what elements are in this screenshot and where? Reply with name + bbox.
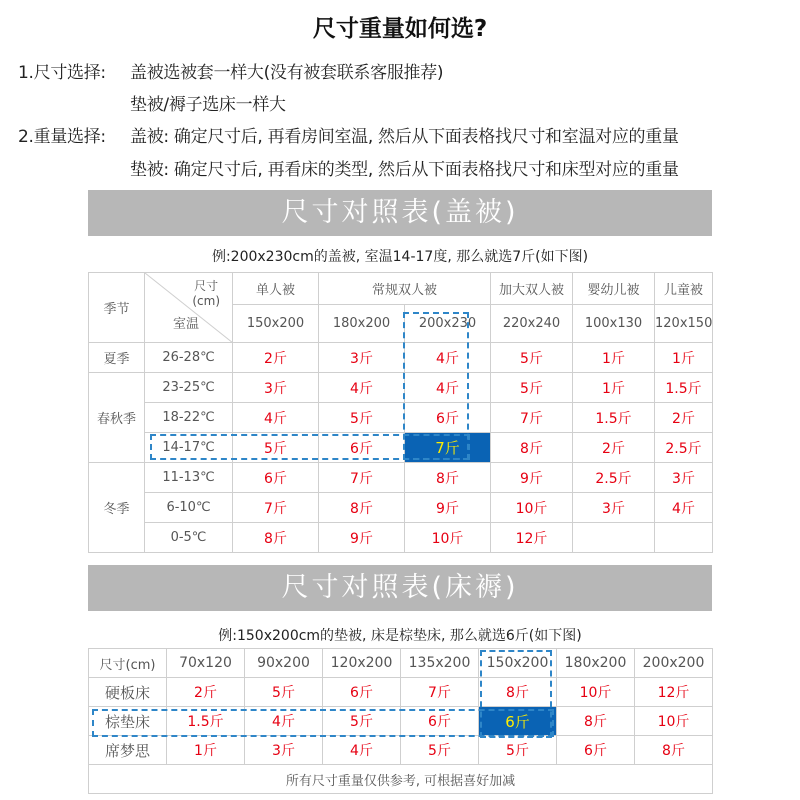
intro-size-line-2 bbox=[18, 90, 286, 115]
table-row bbox=[89, 736, 713, 765]
weight-cell: 4斤 bbox=[323, 736, 401, 765]
temp-cell: 18-22℃ bbox=[145, 403, 233, 433]
weight-cell: 5斤 bbox=[233, 433, 319, 463]
weight-cell: 5斤 bbox=[245, 678, 323, 707]
temp-label: 室温 bbox=[173, 317, 200, 332]
weight-cell: 2斤 bbox=[233, 343, 319, 373]
size-cell: 70x120 bbox=[167, 649, 245, 678]
size-selection-text-1: 盖被选被套一样大(没有被套联系客服推荐) bbox=[130, 63, 444, 83]
quilt-size-table bbox=[88, 272, 713, 553]
page-title: 尺寸重量如何选? bbox=[312, 16, 488, 42]
weight-cell: 4斤 bbox=[245, 707, 323, 736]
mattress-footer-note: 所有尺寸重量仅供参考, 可根据喜好加减 bbox=[89, 765, 713, 794]
weight-cell bbox=[655, 523, 713, 553]
size-cell: 90x200 bbox=[245, 649, 323, 678]
cm-label: (cm) bbox=[192, 294, 220, 308]
weight-cell: 8斤 bbox=[479, 678, 557, 707]
weight-selection-text-1: 盖被: 确定尺寸后, 再看房间室温, 然后从下面表格找尺寸和室温对应的重量 bbox=[130, 127, 679, 147]
size-cell: 100x130 bbox=[573, 305, 655, 343]
size-cell: 120x200 bbox=[323, 649, 401, 678]
weight-cell: 3斤 bbox=[573, 493, 655, 523]
weight-cell: 5斤 bbox=[323, 707, 401, 736]
weight-cell: 9斤 bbox=[319, 523, 405, 553]
bed-type-cell: 棕垫床 bbox=[89, 707, 167, 736]
size-cell: 150x200 bbox=[233, 305, 319, 343]
weight-cell: 9斤 bbox=[405, 493, 491, 523]
weight-cell: 4斤 bbox=[405, 373, 491, 403]
quilt-example: 例:200x230cm的盖被, 室温14-17度, 那么就选7斤(如下图) bbox=[211, 249, 589, 265]
type-child: 儿童被 bbox=[655, 273, 713, 305]
weight-cell: 8斤 bbox=[491, 433, 573, 463]
weight-cell: 7斤 bbox=[319, 463, 405, 493]
table-row bbox=[89, 343, 713, 373]
weight-cell: 1斤 bbox=[573, 343, 655, 373]
intro-size-line-1 bbox=[18, 58, 443, 83]
weight-cell: 4斤 bbox=[233, 403, 319, 433]
weight-cell: 12斤 bbox=[635, 678, 713, 707]
size-cell: 180x200 bbox=[319, 305, 405, 343]
weight-cell: 12斤 bbox=[491, 523, 573, 553]
weight-cell: 6斤 bbox=[405, 403, 491, 433]
temp-cell: 23-25℃ bbox=[145, 373, 233, 403]
weight-cell: 3斤 bbox=[319, 343, 405, 373]
weight-cell: 10斤 bbox=[491, 493, 573, 523]
weight-cell: 5斤 bbox=[491, 373, 573, 403]
weight-cell: 8斤 bbox=[405, 463, 491, 493]
weight-cell: 10斤 bbox=[557, 678, 635, 707]
weight-cell: 8斤 bbox=[233, 523, 319, 553]
size-selection-key: 1.尺寸选择: bbox=[18, 63, 106, 83]
table-row bbox=[89, 433, 713, 463]
bed-type-cell: 席梦思 bbox=[89, 736, 167, 765]
table-row bbox=[89, 707, 713, 736]
season-winter: 冬季 bbox=[89, 463, 145, 553]
size-cell: 180x200 bbox=[557, 649, 635, 678]
temp-cell: 14-17℃ bbox=[145, 433, 233, 463]
mattress-example: 例:150x200cm的垫被, 床是棕垫床, 那么就选6斤(如下图) bbox=[218, 628, 582, 644]
weight-cell: 1.5斤 bbox=[167, 707, 245, 736]
intro-weight-line-2 bbox=[18, 155, 679, 180]
table-row bbox=[89, 463, 713, 493]
table-row bbox=[89, 765, 713, 794]
weight-cell: 8斤 bbox=[557, 707, 635, 736]
table-row bbox=[89, 373, 713, 403]
weight-cell: 6斤 bbox=[323, 678, 401, 707]
type-infant: 婴幼儿被 bbox=[573, 273, 655, 305]
weight-cell-highlighted: 6斤 bbox=[479, 707, 557, 736]
temp-cell: 0-5℃ bbox=[145, 523, 233, 553]
size-cell: 200x200 bbox=[635, 649, 713, 678]
temp-cell: 6-10℃ bbox=[145, 493, 233, 523]
table-row bbox=[89, 523, 713, 553]
weight-cell: 3斤 bbox=[233, 373, 319, 403]
weight-cell: 7斤 bbox=[491, 403, 573, 433]
diagonal-header-cell bbox=[145, 273, 233, 343]
weight-cell bbox=[573, 523, 655, 553]
weight-cell: 5斤 bbox=[479, 736, 557, 765]
mattress-banner: 尺寸对照表(床褥) bbox=[88, 565, 712, 611]
table-row bbox=[89, 493, 713, 523]
table-row bbox=[89, 678, 713, 707]
weight-cell: 3斤 bbox=[245, 736, 323, 765]
weight-cell: 6斤 bbox=[319, 433, 405, 463]
weight-cell: 2.5斤 bbox=[655, 433, 713, 463]
weight-cell: 7斤 bbox=[401, 678, 479, 707]
size-cell: 120x150 bbox=[655, 305, 713, 343]
size-cell: 200x230 bbox=[405, 305, 491, 343]
temp-cell: 26-28℃ bbox=[145, 343, 233, 373]
weight-cell: 10斤 bbox=[405, 523, 491, 553]
weight-cell: 5斤 bbox=[319, 403, 405, 433]
weight-cell: 8斤 bbox=[635, 736, 713, 765]
weight-cell: 4斤 bbox=[655, 493, 713, 523]
intro-weight-line-1 bbox=[18, 122, 679, 147]
weight-cell: 5斤 bbox=[401, 736, 479, 765]
weight-cell: 6斤 bbox=[401, 707, 479, 736]
season-header: 季节 bbox=[89, 273, 145, 343]
weight-cell: 1.5斤 bbox=[655, 373, 713, 403]
table-row bbox=[89, 649, 713, 678]
quilt-banner: 尺寸对照表(盖被) bbox=[88, 190, 712, 236]
size-cell: 135x200 bbox=[401, 649, 479, 678]
weight-cell: 2斤 bbox=[167, 678, 245, 707]
season-spring-autumn: 春秋季 bbox=[89, 373, 145, 463]
weight-cell: 2斤 bbox=[573, 433, 655, 463]
size-label: 尺寸 bbox=[194, 279, 219, 293]
weight-selection-text-2: 垫被: 确定尺寸后, 再看床的类型, 然后从下面表格找尺寸和床型对应的重量 bbox=[130, 160, 679, 180]
weight-cell: 9斤 bbox=[491, 463, 573, 493]
type-double: 常规双人被 bbox=[319, 273, 491, 305]
weight-cell: 1斤 bbox=[655, 343, 713, 373]
size-cell: 220x240 bbox=[491, 305, 573, 343]
type-king: 加大双人被 bbox=[491, 273, 573, 305]
weight-cell: 7斤 bbox=[233, 493, 319, 523]
weight-cell: 1斤 bbox=[573, 373, 655, 403]
weight-cell: 4斤 bbox=[319, 373, 405, 403]
type-single: 单人被 bbox=[233, 273, 319, 305]
weight-cell: 6斤 bbox=[233, 463, 319, 493]
mattress-size-table bbox=[88, 648, 713, 794]
weight-cell: 8斤 bbox=[319, 493, 405, 523]
weight-cell: 2.5斤 bbox=[573, 463, 655, 493]
temp-cell: 11-13℃ bbox=[145, 463, 233, 493]
weight-cell-highlighted: 7斤 bbox=[405, 433, 491, 463]
weight-cell: 10斤 bbox=[635, 707, 713, 736]
size-cell: 150x200 bbox=[479, 649, 557, 678]
weight-cell: 3斤 bbox=[655, 463, 713, 493]
bed-type-cell: 硬板床 bbox=[89, 678, 167, 707]
weight-cell: 2斤 bbox=[655, 403, 713, 433]
season-summer: 夏季 bbox=[89, 343, 145, 373]
mattress-size-header: 尺寸(cm) bbox=[89, 649, 167, 678]
weight-cell: 5斤 bbox=[491, 343, 573, 373]
weight-cell: 1.5斤 bbox=[573, 403, 655, 433]
table-row bbox=[89, 403, 713, 433]
weight-selection-key: 2.重量选择: bbox=[18, 127, 106, 147]
size-selection-text-2: 垫被/褥子选床一样大 bbox=[130, 95, 286, 115]
weight-cell: 4斤 bbox=[405, 343, 491, 373]
weight-cell: 1斤 bbox=[167, 736, 245, 765]
weight-cell: 6斤 bbox=[557, 736, 635, 765]
